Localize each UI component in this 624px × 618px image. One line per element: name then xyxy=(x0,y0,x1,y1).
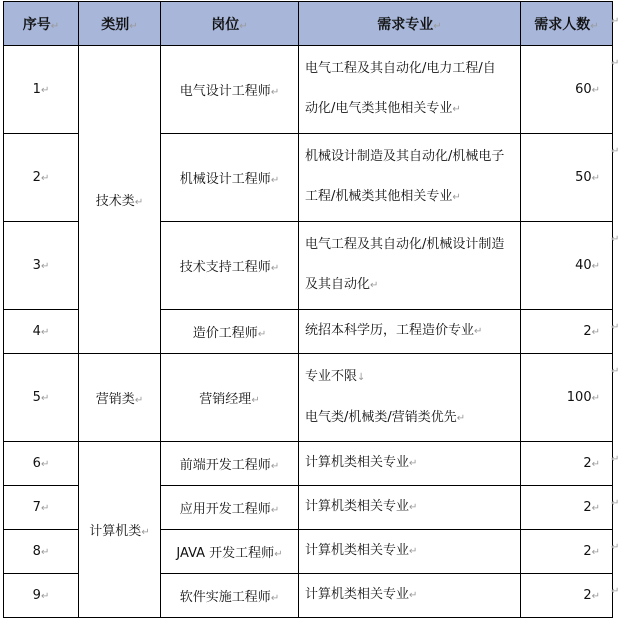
row-end-mark: ↵ xyxy=(611,16,620,27)
cell-count: 2↵ xyxy=(521,574,613,618)
table-row xyxy=(4,354,613,442)
header-row xyxy=(4,2,613,46)
header-seq: 序号↵ xyxy=(4,2,79,46)
cell-seq: 1↵ xyxy=(4,46,79,134)
cell-requirement: 计算机类相关专业↵ xyxy=(299,486,521,530)
header-position: 岗位↵ xyxy=(161,2,299,46)
row-end-mark: ↵ xyxy=(611,146,620,157)
cell-position: 造价工程师↵ xyxy=(161,310,299,354)
cell-count: 2↵ xyxy=(521,530,613,574)
cell-position: 营销经理↵ xyxy=(161,354,299,442)
row-end-mark: ↵ xyxy=(611,498,620,509)
cell-seq: 4↵ xyxy=(4,310,79,354)
row-end-mark: ↵ xyxy=(611,586,620,597)
row-end-mark: ↵ xyxy=(611,58,620,69)
cell-count: 2↵ xyxy=(521,442,613,486)
cell-position: 前端开发工程师↵ xyxy=(161,442,299,486)
table-row xyxy=(4,442,613,486)
cell-count: 2↵ xyxy=(521,486,613,530)
header-category: 类别↵ xyxy=(79,2,161,46)
row-end-mark: ↵ xyxy=(611,234,620,245)
cell-requirement: 电气工程及其自动化/机械设计制造 及其自动化↵ xyxy=(299,222,521,310)
cell-count: 2↵ xyxy=(521,310,613,354)
header-requirement: 需求专业↵ xyxy=(299,2,521,46)
cell-requirement: 专业不限↓ 电气类/机械类/营销类优先↵ xyxy=(299,354,521,442)
cell-requirement: 统招本科学历，工程造价专业↵ xyxy=(299,310,521,354)
cell-requirement: 电气工程及其自动化/电力工程/自 动化/电气类其他相关专业↵ xyxy=(299,46,521,134)
cell-position: 应用开发工程师↵ xyxy=(161,486,299,530)
row-end-mark: ↵ xyxy=(611,366,620,377)
cell-category-cs: 计算机类↵ xyxy=(79,442,161,618)
cell-position: 机械设计工程师↵ xyxy=(161,134,299,222)
recruitment-table xyxy=(3,1,613,618)
table-row xyxy=(4,46,613,134)
cell-requirement: 计算机类相关专业↵ xyxy=(299,530,521,574)
cell-position: 软件实施工程师↵ xyxy=(161,574,299,618)
cell-category-sales: 营销类↵ xyxy=(79,354,161,442)
row-end-mark: ↵ xyxy=(611,542,620,553)
row-end-mark: ↵ xyxy=(611,454,620,465)
cell-seq: 9↵ xyxy=(4,574,79,618)
cell-seq: 2↵ xyxy=(4,134,79,222)
cell-count: 60↵ xyxy=(521,46,613,134)
cell-position: JAVA 开发工程师↵ xyxy=(161,530,299,574)
header-count: 需求人数↵ xyxy=(521,2,613,46)
cell-seq: 6↵ xyxy=(4,442,79,486)
cell-requirement: 机械设计制造及其自动化/机械电子 工程/机械类其他相关专业↵ xyxy=(299,134,521,222)
cell-seq: 3↵ xyxy=(4,222,79,310)
cell-requirement: 计算机类相关专业↵ xyxy=(299,574,521,618)
cell-seq: 8↵ xyxy=(4,530,79,574)
cell-seq: 5↵ xyxy=(4,354,79,442)
row-end-mark: ↵ xyxy=(611,322,620,333)
cell-seq: 7↵ xyxy=(4,486,79,530)
cell-requirement: 计算机类相关专业↵ xyxy=(299,442,521,486)
cell-count: 40↵ xyxy=(521,222,613,310)
cell-position: 电气设计工程师↵ xyxy=(161,46,299,134)
cell-position: 技术支持工程师↵ xyxy=(161,222,299,310)
cell-count: 50↵ xyxy=(521,134,613,222)
cell-count: 100↵ xyxy=(521,354,613,442)
cell-category-tech: 技术类↵ xyxy=(79,46,161,354)
